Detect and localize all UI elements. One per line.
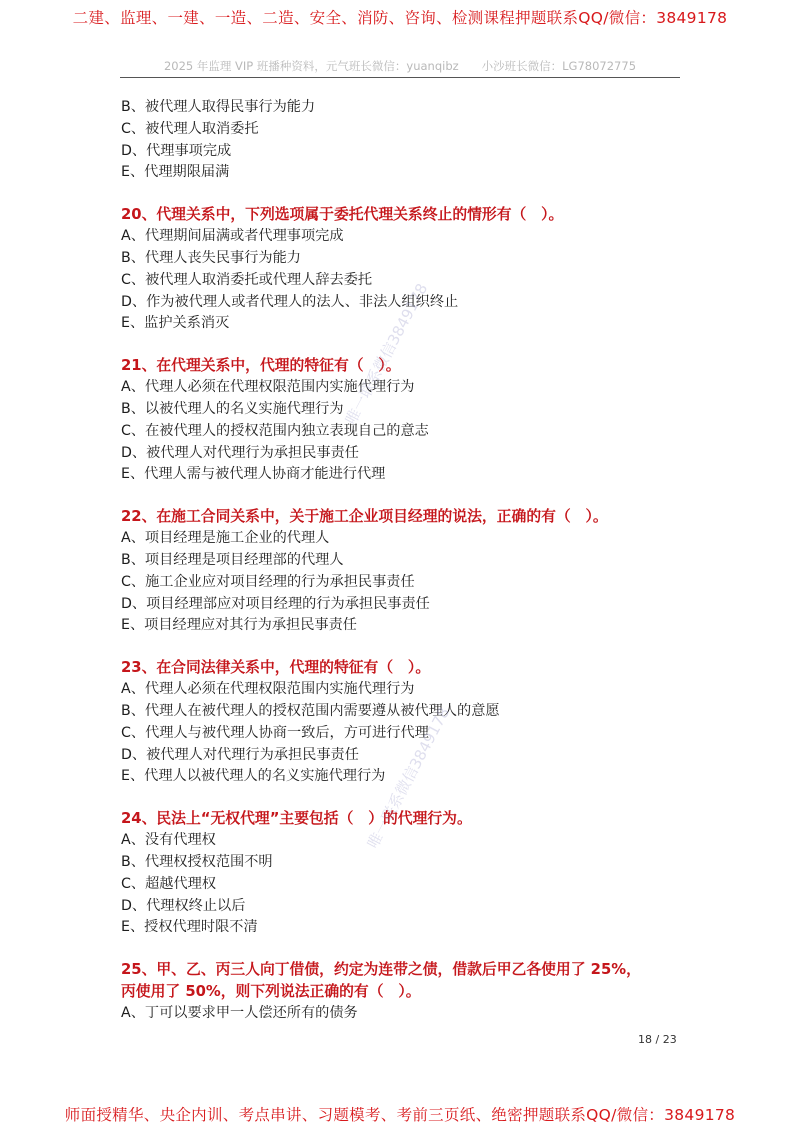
watermark: 唯一联系微信3849178 xyxy=(341,280,432,428)
option-a: A、代理人必须在代理权限范围内实施代理行为 xyxy=(121,681,415,698)
document-body xyxy=(121,97,686,1025)
question-24 xyxy=(121,808,686,939)
option-b: B、代理人丧失民事行为能力 xyxy=(121,249,301,266)
option-e: E、代理人以被代理人的名义实施代理行为 xyxy=(121,768,386,785)
header-divider xyxy=(120,77,680,78)
option-b: B、项目经理是项目经理部的代理人 xyxy=(121,551,344,568)
question-title xyxy=(121,959,686,1003)
header-note: 2025 年监理 VIP 班播种资料，元气班长微信：yuanqibz 小沙班长微信：LG78072775 xyxy=(163,59,637,73)
option-e: E、代理人需与被代理人协商才能进行代理 xyxy=(121,466,386,483)
option-c: C、施工企业应对项目经理的行为承担民事责任 xyxy=(121,573,415,590)
option-e: E、授权代理时限不清 xyxy=(121,919,258,936)
option-a: A、没有代理权 xyxy=(121,832,216,849)
question-title: 24、民法上“无权代理”主要包括（ ）的代理行为。 xyxy=(121,810,472,828)
watermark: 唯一联系微信3849178 xyxy=(363,704,454,852)
option-c: C、代理人与被代理人协商一致后，方可进行代理 xyxy=(121,724,429,741)
question-title-line-1: 25、甲、乙、丙三人向丁借债，约定为连带之债，借款后甲乙各使用了 25%， xyxy=(121,961,641,979)
question-title: 21、在代理关系中，代理的特征有（ ）。 xyxy=(121,357,401,375)
page-number: 18 / 23 xyxy=(638,1033,677,1046)
question-title: 20、代理关系中，下列选项属于委托代理关系终止的情形有（ ）。 xyxy=(121,206,564,224)
option-d: D、作为被代理人或者代理人的法人、非法人组织终止 xyxy=(121,293,459,310)
question-22 xyxy=(121,506,686,637)
option-c: C、超越代理权 xyxy=(121,875,217,892)
question-25 xyxy=(121,959,686,1025)
option-c: C、在被代理人的授权范围内独立表现自己的意志 xyxy=(121,422,429,439)
option-e: E、项目经理应对其行为承担民事责任 xyxy=(121,617,357,634)
question-title-line-2: 丙使用了 50%，则下列说法正确的有（ ）。 xyxy=(121,983,421,1001)
option-c: C、被代理人取消委托或代理人辞去委托 xyxy=(121,271,373,288)
option-d: D、被代理人对代理行为承担民事责任 xyxy=(121,746,359,763)
option-e: E、监护关系消灭 xyxy=(121,315,230,332)
top-banner: 二建、监理、一建、一造、二造、安全、消防、咨询、检测课程押题联系QQ/微信：3849178 xyxy=(72,9,728,27)
option-d: D、项目经理部应对项目经理的行为承担民事责任 xyxy=(121,595,430,612)
option-b: B、代理人在被代理人的授权范围内需要遵从被代理人的意愿 xyxy=(121,702,500,719)
option-a: A、项目经理是施工企业的代理人 xyxy=(121,530,330,547)
option-d: D、被代理人对代理行为承担民事责任 xyxy=(121,444,359,461)
option-b: B、代理权授权范围不明 xyxy=(121,853,273,870)
option-d: D、代理权终止以后 xyxy=(121,897,246,914)
option-b: B、被代理人取得民事行为能力 xyxy=(121,99,316,115)
option-a: A、代理人必须在代理权限范围内实施代理行为 xyxy=(121,379,415,396)
option-a: A、代理期间届满或者代理事项完成 xyxy=(121,228,344,245)
option-e: E、代理期限届满 xyxy=(121,164,230,181)
question-title: 23、在合同法律关系中，代理的特征有（ ）。 xyxy=(121,659,431,677)
bottom-banner: 师面授精华、央企内训、考点串讲、习题模考、考前三页纸、绝密押题联系QQ/微信：3849178 xyxy=(64,1106,736,1124)
option-a: A、丁可以要求甲一人偿还所有的债务 xyxy=(121,1005,358,1022)
question-title: 22、在施工合同关系中，关于施工企业项目经理的说法，正确的有（ ）。 xyxy=(121,508,608,526)
question-21 xyxy=(121,355,686,486)
continued-option-list xyxy=(121,97,686,184)
option-c: C、被代理人取消委托 xyxy=(121,120,259,137)
option-d: D、代理事项完成 xyxy=(121,142,232,159)
option-b: B、以被代理人的名义实施代理行为 xyxy=(121,400,344,417)
